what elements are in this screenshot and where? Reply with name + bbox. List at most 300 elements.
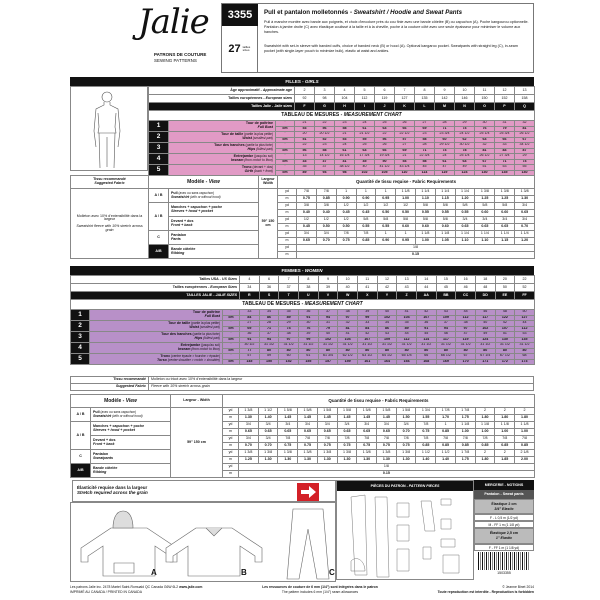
meters: 0.50	[396, 210, 416, 217]
value-inches: 25	[355, 143, 375, 149]
chart-title-en: MEASUREMENT CHART	[304, 301, 363, 307]
unit-cm: cm	[223, 315, 240, 321]
meters: 1.70	[436, 415, 456, 422]
yardage: 1	[396, 231, 416, 238]
value-inches: 28	[259, 321, 279, 327]
meters: 1.15	[435, 196, 455, 203]
size-row-label	[149, 87, 295, 95]
label-fr-note: (jusqu'au sol)	[253, 154, 273, 159]
meters: 0.70	[316, 238, 336, 245]
yardage: 7/8	[297, 189, 317, 196]
meters: 0.70	[396, 429, 416, 436]
meters: 0.75	[297, 196, 317, 203]
size-value: I	[355, 103, 375, 111]
yardage: 7/8	[396, 436, 416, 443]
pattern-pieces-diagram-icon	[337, 491, 475, 579]
yardage: 1 5/8	[298, 408, 318, 415]
size-value: 43	[397, 284, 417, 292]
meters: 1.30	[396, 457, 416, 464]
meters: 0.75	[416, 429, 436, 436]
label-fr-note: (partie la plus petite)	[190, 321, 220, 326]
reproduction-notice: Toute reproduction est interdite - Reproduction is forbidden	[437, 589, 534, 594]
unit-yd: yd	[278, 203, 297, 210]
size-value: 46	[456, 284, 476, 292]
notions-subtitle: Pantalon - Sweat pants	[474, 490, 534, 499]
yardage: 1/2	[356, 203, 376, 210]
label-en: Waist	[242, 136, 252, 140]
unit-inches: "	[276, 165, 295, 171]
label-en: Ribbing	[93, 469, 107, 474]
notion-name-fr: Élastique 2 cm	[491, 502, 517, 506]
value-inches: 26 1/2	[475, 154, 495, 160]
label-fr: Tour de taille	[168, 321, 191, 326]
size-value: 16	[456, 276, 476, 284]
size-value: 42	[377, 284, 397, 292]
measurement-number: 1	[71, 310, 90, 321]
value-cm: 79	[318, 326, 338, 332]
yardage: 3/4	[316, 231, 336, 238]
value-inches: 66 1/2	[436, 354, 456, 360]
value-cm: 97	[456, 326, 476, 332]
value-cm: 71	[259, 326, 279, 332]
view-code: A / B	[149, 203, 169, 231]
value-cm: 37	[315, 159, 335, 165]
value-inches: 66	[416, 354, 436, 360]
label-en: Inseam	[231, 158, 244, 162]
label-fr-note: (avec ou sans capuchon)	[177, 190, 215, 195]
meters: 1.75	[455, 415, 475, 422]
value-inches: 19 3/4	[375, 154, 395, 160]
unit-yd: yd	[278, 189, 297, 196]
value-inches: 33	[357, 321, 377, 327]
value-cm: 80	[495, 348, 515, 354]
unit-inches: "	[223, 332, 240, 338]
view-code: A / B	[71, 422, 91, 450]
value-cm: 114	[416, 337, 436, 343]
yardage: 1 3/8	[515, 189, 535, 196]
meters: 1.30	[317, 457, 337, 464]
row-label	[169, 231, 259, 245]
value-cm: 99	[357, 315, 377, 321]
row-label	[169, 154, 276, 165]
suggested-fr: Molleton avec 10% d'extensibilité dans la largeur	[76, 213, 143, 222]
size-value: 50	[495, 284, 515, 292]
size-value: 9	[318, 276, 338, 284]
value-inches: 40	[475, 321, 495, 327]
meters: 0.75	[298, 443, 318, 450]
value-cm: 61	[435, 159, 455, 165]
yardage: 5/8	[376, 217, 396, 224]
footer-address	[70, 585, 202, 594]
unit-m: m	[278, 238, 297, 245]
value-cm: 51	[295, 137, 315, 143]
value-cm: 104	[338, 337, 358, 343]
yardage: 7/8	[416, 422, 436, 429]
yardage: 1 5/8	[377, 408, 397, 415]
meters: 1.45	[278, 415, 298, 422]
pattern-pieces-title	[337, 481, 473, 491]
size-value: 119	[375, 95, 395, 103]
tissu-en: Suggested Fabric	[94, 181, 125, 185]
value-inches: 31 1/2	[456, 343, 476, 349]
notion-row: F - L 0,5 m (1/2 yd)	[474, 514, 534, 521]
meters: 0.55	[455, 210, 475, 217]
size-value: 40	[338, 284, 358, 292]
value-inches: 47	[456, 332, 476, 338]
label-fr: Devant + dos	[93, 437, 116, 442]
value-inches: 27	[395, 143, 415, 149]
size-value: 135	[415, 95, 435, 103]
women-title: FEMMES -	[281, 268, 305, 273]
notion-row: F - FF 1 m (1 1/8 yd)	[474, 544, 534, 551]
value-inches: 67	[456, 354, 476, 360]
value-inches: 27	[240, 321, 260, 327]
fabric-row	[71, 436, 535, 443]
label-en: Sweatshirt	[93, 413, 112, 418]
suggested-fabric-text	[71, 189, 149, 259]
size-value: 38	[299, 284, 319, 292]
notions-panel	[474, 480, 534, 551]
size-value: 37	[279, 284, 299, 292]
value-inches: 31	[495, 121, 515, 127]
value-cm: 119	[456, 337, 476, 343]
value-cm: 130	[495, 337, 515, 343]
pattern-number: 3355	[222, 4, 258, 26]
value-cm: 64	[475, 137, 495, 143]
yardage: 3/4	[278, 422, 298, 429]
value-inches: 31 1/2	[377, 343, 397, 349]
women-suggested-fabric	[70, 376, 534, 391]
value-cm: 74	[435, 148, 455, 154]
yardage: 1 1/4	[415, 189, 435, 196]
yardage: 5/8	[356, 217, 376, 224]
meters: 0.70	[258, 443, 278, 450]
ribbing-label	[91, 464, 171, 478]
meters: 1.25	[475, 196, 495, 203]
value-cm: 91	[416, 326, 436, 332]
size-value: 8	[415, 87, 435, 95]
meters: 0.65	[515, 210, 535, 217]
size-row	[71, 276, 535, 284]
value-cm: 117	[475, 315, 495, 321]
yardage: 1 3/8	[258, 450, 278, 457]
label-en: Sweatpants	[93, 455, 113, 460]
view-code: A / B	[149, 189, 169, 203]
value-inches: 65 1/4	[397, 354, 417, 360]
value-inches: 40	[355, 165, 375, 171]
suggested-fabric-header	[71, 176, 149, 189]
value-cm: 97	[338, 315, 358, 321]
label-en-note: (smallest part)	[198, 325, 220, 329]
seam-en: The pattern includes 6 mm (1/4") seam allowances	[281, 589, 359, 594]
stretch-en: Stretch required across the grain	[77, 490, 148, 495]
size-value: AA	[416, 292, 436, 300]
notion-name-en: 1" Elastic	[495, 536, 513, 541]
value-cm: 81	[515, 126, 535, 132]
value-inches: 61 3/4	[318, 354, 338, 360]
view-code: A/B	[71, 464, 91, 478]
size-value: BB	[436, 292, 456, 300]
value-inches: 53	[495, 165, 515, 171]
size-value: R	[240, 292, 260, 300]
size-value: T	[279, 292, 299, 300]
yardage: 5/8	[435, 203, 455, 210]
value-cm: 80	[259, 348, 279, 354]
value-inches: 34	[259, 310, 279, 316]
yardage: 1 1/4	[495, 231, 515, 238]
value-inches: 25	[375, 121, 395, 127]
view-en: View	[208, 178, 220, 185]
yardage: 1 1/2	[416, 450, 436, 457]
yardage: 2 1/8	[515, 450, 535, 457]
unit-cm: cm	[276, 137, 295, 143]
meters: 1.50	[396, 415, 416, 422]
value-cm: 107	[495, 326, 515, 332]
value-inches: 27	[415, 121, 435, 127]
value-inches: 31 1/2	[475, 343, 495, 349]
measurement-number: 3	[149, 143, 169, 154]
value-inches: 22 3/4	[415, 154, 435, 160]
size-value: 127	[395, 95, 415, 103]
size-value: F	[295, 103, 315, 111]
label-en-note: (smallest part)	[251, 136, 273, 140]
notion-name-fr: Élastique 2,5 cm	[489, 531, 519, 536]
value-cm: 58	[415, 159, 435, 165]
label-en: Waist	[189, 325, 199, 329]
yardage: 1 1/4	[515, 231, 535, 238]
size-value: 98	[315, 95, 335, 103]
measurement-number: 2	[149, 132, 169, 143]
value-inches: 38 1/2	[335, 165, 355, 171]
label-en-note: (back + front)	[253, 169, 273, 173]
view-code: C	[71, 450, 91, 464]
yardage: 1 3/8	[495, 189, 515, 196]
meters: 1.30	[357, 457, 377, 464]
value-cm: 69	[415, 126, 435, 132]
value-inches: 25 1/4	[475, 132, 495, 138]
unit-yd: yd	[278, 245, 297, 252]
value-inches: 22	[315, 121, 335, 127]
yardage: 5/8	[415, 217, 435, 224]
yardage: 7/8	[337, 436, 357, 443]
value-cm: 80	[299, 348, 319, 354]
yardage: 2	[475, 408, 495, 415]
meters: 1.00	[415, 238, 435, 245]
size-value: 41	[357, 284, 377, 292]
website-link[interactable]: www.jalie.com	[179, 585, 203, 589]
label-fr-note: (partie la plus forte)	[244, 143, 273, 148]
size-value: 13	[515, 87, 535, 95]
label-fr: Tronc	[160, 354, 171, 359]
yardage: 1 3/8	[337, 450, 357, 457]
size-value: 4	[335, 87, 355, 95]
yardage: 1/2	[297, 217, 317, 224]
value-inches: 26 1/2	[515, 132, 535, 138]
unit-inches: "	[276, 154, 295, 160]
size-label-fr: Âge approximatif -	[230, 87, 263, 92]
yardage: 1	[336, 189, 356, 196]
value-cm: 159	[338, 359, 358, 365]
value-inches: 45	[415, 165, 435, 171]
suggested-en: Sweatshirt fleece with 10% stretch across grain	[76, 224, 143, 232]
width-header: Largeur Width	[259, 176, 278, 189]
yardage: 1 3/8	[278, 450, 298, 457]
jalie-logo	[128, 2, 218, 72]
value-inches: 23	[415, 132, 435, 138]
value-inches: 31 1/2	[279, 343, 299, 349]
size-label-fr: Tailles Jalie -	[251, 103, 275, 108]
value-inches: 31 1/2	[436, 343, 456, 349]
meters: 0.65	[455, 224, 475, 231]
row-label	[169, 217, 259, 231]
yardage: 1 7/8	[436, 408, 456, 415]
value-inches: 59	[259, 354, 279, 360]
value-inches: 31 1/2	[416, 343, 436, 349]
row-label	[169, 121, 276, 132]
unit-m: m	[223, 457, 239, 464]
label-en: Hips	[247, 147, 256, 151]
yardage: 1/2	[376, 203, 396, 210]
value-inches: 31 1/2	[515, 343, 535, 349]
label-en-note: (from crotch to floor)	[190, 347, 220, 351]
value-cm: 114	[415, 170, 435, 176]
label-en: Pants	[171, 236, 181, 241]
value-inches: 38	[279, 332, 299, 338]
label-en: Sleeves + hood + pocket	[171, 208, 213, 213]
size-label-en: US Sizes	[221, 276, 238, 281]
value-cm: 98	[335, 170, 355, 176]
value-inches: 38	[338, 310, 358, 316]
value-cm: 87	[515, 148, 535, 154]
suggested-label-en: Suggested Fabric	[71, 384, 149, 391]
size-value: Y	[377, 292, 397, 300]
value-inches: 32	[475, 143, 495, 149]
value-inches: 48	[495, 310, 515, 316]
row-label	[169, 132, 276, 143]
label-en-note: (with or without hood)	[111, 413, 143, 418]
value-inches: 46	[475, 310, 495, 316]
row-label	[91, 436, 171, 450]
value-cm: 58	[415, 137, 435, 143]
value-cm: 99	[299, 337, 319, 343]
value-cm: 69	[395, 148, 415, 154]
meters: 0.50	[336, 224, 356, 231]
value-inches: 26	[375, 143, 395, 149]
value-inches: 60	[279, 354, 299, 360]
pattern-pieces	[336, 480, 474, 580]
value-cm: 76	[475, 126, 495, 132]
meters: 0.70	[515, 224, 535, 231]
size-value: 15	[436, 276, 456, 284]
meters: 1.30	[278, 457, 298, 464]
meters: 0.60	[475, 210, 495, 217]
label-fr-note: (devant + dos)	[251, 165, 273, 170]
yardage: 2	[495, 450, 515, 457]
yardage: 2	[495, 408, 515, 415]
size-value: Z	[397, 292, 417, 300]
value-cm: 104	[397, 315, 417, 321]
meters: 0.65	[278, 429, 298, 436]
size-value: 18	[475, 276, 495, 284]
meters: 0.50	[376, 210, 396, 217]
meters: 0.75	[396, 443, 416, 450]
value-inches: 61	[299, 354, 319, 360]
size-value: K	[395, 103, 415, 111]
label-en: Ribbing	[171, 250, 185, 255]
yardage: 3/4	[317, 422, 337, 429]
value-cm: 74	[515, 159, 535, 165]
value-cm: 150	[259, 359, 279, 365]
suggested-text-fr: Molleton ou tricot avec 10% d'extensibilité dans la largeur	[149, 377, 534, 384]
value-cm: 169	[436, 359, 456, 365]
meters: 1.25	[239, 457, 259, 464]
meters: 0.65	[377, 429, 397, 436]
value-cm: 60	[435, 137, 455, 143]
yardage: 5/8	[455, 203, 475, 210]
size-value: 2	[295, 87, 315, 95]
yardage: 1 1/4	[455, 189, 475, 196]
size-value: 146	[455, 95, 475, 103]
value-inches: 24	[335, 143, 355, 149]
meters: 1.45	[337, 415, 357, 422]
label-fr: Pull	[171, 190, 178, 195]
view-b-label: B	[241, 568, 247, 577]
view-a-label: A	[151, 568, 157, 577]
size-value: 3	[315, 87, 335, 95]
size-value: 48	[475, 284, 495, 292]
yardage: 1 3/8	[357, 450, 377, 457]
yardage: 2	[475, 450, 495, 457]
label-fr: Pantalon	[93, 451, 109, 456]
yardage: 3/4	[377, 422, 397, 429]
value-cm: 107	[357, 337, 377, 343]
pattern-title-box	[221, 3, 534, 73]
value-cm: 80	[279, 348, 299, 354]
unit-inches: "	[276, 132, 295, 138]
description-en: Sweatshirt with set-in sleeve with banded cuffs, choice of banded neck (B) or hood (A). Optional kangaroo pocket. Sweatpants with straight leg (C), in-seam pocket (with single-layer pouch to minimize bulk), elastic at waist and ankles.	[264, 44, 518, 53]
unit-cm: cm	[223, 326, 240, 332]
label-en: Hips	[194, 336, 203, 340]
meters: 0.95	[376, 196, 396, 203]
yardage: 1 5/8	[278, 408, 298, 415]
meters: 0.85	[356, 238, 376, 245]
meters: 0.65	[357, 429, 377, 436]
yardage: 1 5/8	[357, 408, 377, 415]
size-label-fr: Tailles USA -	[199, 276, 222, 281]
value-inches: 29	[515, 154, 535, 160]
label-en: Full Bust	[257, 125, 273, 129]
value-cm: 119	[435, 170, 455, 176]
row-label	[169, 143, 276, 154]
label-en-note: (with or without hood)	[189, 194, 221, 199]
unit-yd: yd	[223, 408, 239, 415]
value-inches: 55	[515, 165, 535, 171]
yardage: 3/4	[357, 422, 377, 429]
yardage: 3/4	[475, 217, 495, 224]
value-inches: 26	[395, 121, 415, 127]
pieces-title-fr: PIÈCES DU PATRON -	[370, 484, 409, 488]
label-en: Torso	[156, 358, 167, 362]
footer-seam	[250, 585, 390, 594]
value-inches: 42	[357, 332, 377, 338]
size-value: 11	[475, 87, 495, 95]
meters: 0.85	[316, 196, 336, 203]
women-fabric-table	[70, 394, 535, 478]
yardage: 1 1/4	[435, 189, 455, 196]
meters: 0.75	[317, 443, 337, 450]
value-inches: 20	[295, 132, 315, 138]
logo-script: Jalie	[138, 2, 209, 42]
